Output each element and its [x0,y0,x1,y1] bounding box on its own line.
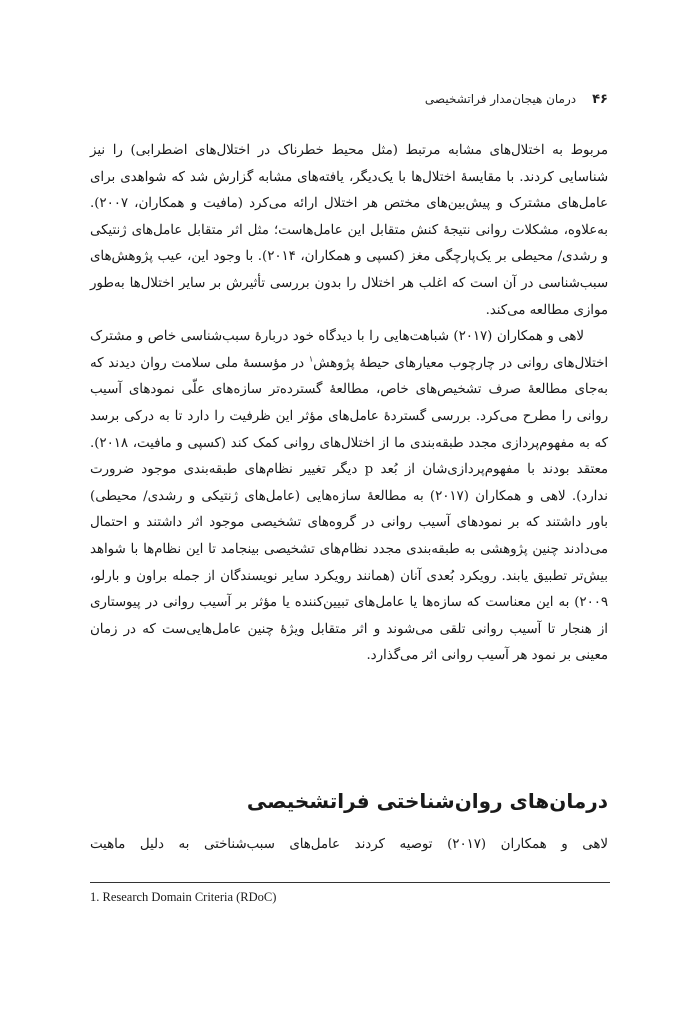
paragraph-2-part-1: لاهی و همکاران (۲۰۱۷) شباهت‌هایی را با دیدگاه خود دربارهٔ سبب‌شناسی خاص و مشترک اختلال‌های روانی در چارچوب معیارهای حیطهٔ پژوهش [90,329,609,371]
paragraph-2 [90,324,608,670]
running-header-title: درمان هیجان‌مدار فراتشخیصی [424,92,577,106]
paragraph-1: مربوط به اختلال‌های مشابه مرتبط (مثل محیط خطرناک در اختلال‌های اضطرابی) را نیز شناسایی کردند. با مقایسهٔ اختلال‌ها با یک‌دیگر، یافته‌های مشابه گزارش شد که شواهدی برای عامل‌های مشترک و پیش‌بین‌های مختص هر اختلال ارائه می‌کرد (مافیت و همکاران، ۲۰۰۷). به‌علاوه، مشکلات روانی نتیجهٔ کنش متقابل این عامل‌هاست؛ مثل اثر متقابل عامل‌های ژنتیکی و رشدی/ محیطی بر یک‌پارچگی مغز (کسپی و همکاران، ۲۰۱۴). با وجود این، عیب پژوهش‌های سبب‌شناسی در آن است که اغلب هر اختلال را بدون بررسی تأثیرش بر سایر اختلال‌ها به‌طور موازی مطالعه می‌کند. [90,143,608,318]
footnote-divider [90,882,610,883]
page-number: ۴۶ [592,92,608,107]
running-header [90,92,608,114]
body-text [90,138,608,670]
paragraph-3: لاهی و همکاران (۲۰۱۷) توصیه کردند عامل‌های سبب‌شناختی به دلیل ماهیت [90,837,608,852]
footnote: 1. Research Domain Criteria (RDoC) [90,890,277,904]
paragraph-2-part-2: در مؤسسهٔ ملی سلامت روان دیدند که به‌جای مطالعهٔ صرف تشخیص‌های خاص، مطالعهٔ گسترده‌تر سازه‌های علّی نمودهای آسیب روانی را مطرح می‌کرد. بررسی گستردهٔ عامل‌های مؤثر این ظرفیت را دارد تا به درکی برسد که به مفهوم‌پردازی مجدد طبقه‌بندی ما از اختلال‌های روانی کمک کند (کسپی و مافیت، ۲۰۱۸). معتقد بودند با مفهوم‌پردازی‌شان از بُعد p دیگر تغییر نظام‌های طبقه‌بندی موجود ضرورت ندارد). لاهی و همکاران (۲۰۱۷) به مطالعهٔ سازه‌هایی (عامل‌های ژنتیکی و رشدی/ محیطی) باور داشتند که بر نمودهای آسیب روانی در گروه‌های تشخیصی موجود اثر داشتند و احتمال می‌دادند چنین پژوهشی به طبقه‌بندی مجدد نظام‌های تشخیصی بینجامد تا این نظام‌ها با شواهد بیش‌تر تطبیق یابند. رویکرد بُعدی آنان (همانند رویکرد سایر نویسندگان از جمله براون و بارلو، ۲۰۰۹) به این معناست که سازه‌ها یا عامل‌های تبیین‌کننده یا مؤثر بر آسیب روانی در پیوستاری از هنجار تا آسیب روانی تلقی می‌شوند و اثر متقابل ویژهٔ چنین عامل‌هایی‌ست که در زمان معینی بر نمود هر آسیب روانی اثر می‌گذارد. [90,355,608,664]
footnote-reference-mark: ۱ [308,354,314,364]
section-heading: درمان‌های روان‌شناختی فراتشخیصی [246,789,608,813]
